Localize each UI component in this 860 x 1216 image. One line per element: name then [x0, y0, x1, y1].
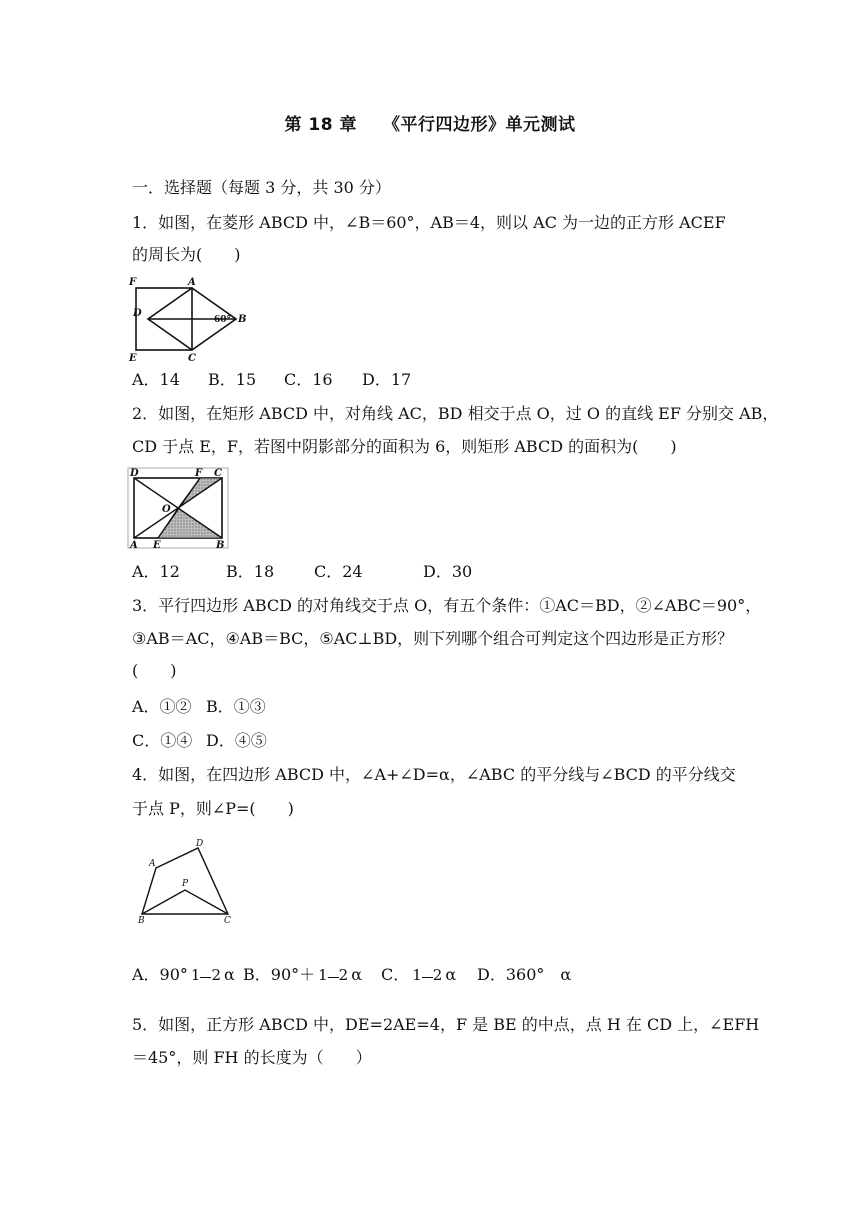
q1-option-c[interactable]: C．16	[284, 370, 333, 389]
q1-text-line2: 的周长为( )	[132, 245, 241, 264]
chapter-name: 《平行四边形》单元测试	[383, 115, 576, 135]
q2-option-a[interactable]: A．12	[132, 562, 180, 581]
label-f: F	[129, 277, 137, 288]
label-b: B	[138, 916, 145, 924]
label-a: A	[130, 540, 138, 551]
label-f: F	[195, 468, 203, 479]
q3-option-d[interactable]: D．④⑤	[206, 731, 267, 750]
q2-options	[132, 562, 472, 582]
q4-text-line2: 于点 P，则∠P=( )	[132, 799, 294, 818]
fraction-half: 1 2	[318, 966, 349, 984]
bisectors-bp-cp	[142, 890, 228, 914]
q3-text-line1: 3．平行四边形 ABCD 的对角线交于点 O，有五个条件：①AC＝BD，②∠ABC＝90°，	[132, 596, 762, 615]
label-c: C	[224, 916, 231, 924]
q4-options	[132, 955, 571, 995]
q2-option-d[interactable]: D．30	[423, 562, 473, 581]
fraction-half: 1 2	[412, 966, 443, 984]
label-a: A	[149, 859, 156, 869]
q1-figure	[126, 274, 261, 364]
chapter-label: 第 18 章	[284, 115, 357, 135]
label-e: E	[129, 353, 137, 364]
q1-option-b[interactable]: B．15	[208, 370, 257, 389]
label-b: B	[216, 540, 225, 551]
q2-option-c[interactable]: C．24	[314, 562, 363, 581]
q3-option-a[interactable]: A．①②	[132, 697, 192, 716]
label-e: E	[153, 540, 161, 551]
q3-option-c[interactable]: C．①④	[132, 731, 193, 750]
q1-option-a[interactable]: A．14	[132, 370, 180, 389]
q2-figure	[126, 466, 232, 551]
label-c: C	[188, 353, 196, 364]
q2-text-line1: 2．如图，在矩形 ABCD 中，对角线 AC，BD 相交于点 O，过 O 的直线 EF 分别交 AB，	[132, 404, 779, 423]
label-b: B	[238, 314, 247, 325]
q1-text-line1: 1．如图，在菱形 ABCD 中，∠B＝60°，AB＝4，则以 AC 为一边的正方形 ACEF	[132, 213, 726, 232]
q3-options-row2	[132, 731, 267, 751]
q3-options-row1	[132, 697, 266, 717]
page-title	[0, 110, 860, 135]
label-d: D	[133, 308, 142, 319]
q2-text-line2: CD 于点 E，F，若图中阴影部分的面积为 6，则矩形 ABCD 的面积为( )	[132, 437, 677, 456]
q3-text-line2: ③AB＝AC，④AB＝BC，⑤AC⊥BD，则下列哪个组合可判定这个四边形是正方形？	[132, 629, 734, 648]
label-o: O	[162, 504, 171, 515]
fraction-half: 1 2	[190, 966, 222, 984]
q4-option-c[interactable]: C． 1 2 α	[381, 965, 457, 984]
label-d: D	[130, 468, 139, 479]
q1-option-d[interactable]: D．17	[362, 370, 412, 389]
q4-option-a[interactable]: A．90° 1 2 α	[132, 965, 235, 984]
q3-option-b[interactable]: B．①③	[206, 697, 266, 716]
q1-options	[132, 370, 411, 390]
label-d: D	[196, 839, 204, 849]
q5-text-line2: ＝45°，则 FH 的长度为（ ）	[132, 1048, 372, 1067]
q4-figure	[130, 834, 240, 924]
label-p: P	[182, 879, 189, 889]
angle-label: 60°	[214, 315, 232, 325]
q4-option-b[interactable]: B．90°＋ 1 2 α	[243, 965, 363, 984]
label-c: C	[214, 468, 222, 479]
section-heading: 一．选择题（每题 3 分，共 30 分）	[132, 178, 391, 197]
q5-text-line1: 5．如图，正方形 ABCD 中，DE=2AE=4，F 是 BE 的中点，点 H 在 CD 上，∠EFH	[132, 1015, 760, 1034]
q4-option-d[interactable]: D．360° α	[477, 965, 572, 984]
label-a: A	[188, 277, 196, 288]
q3-text-line3: ( )	[132, 661, 177, 680]
q4-text-line1: 4．如图，在四边形 ABCD 中，∠A+∠D=α，∠ABC 的平分线与∠BCD 的平分线交	[132, 765, 736, 784]
q2-option-b[interactable]: B．18	[226, 562, 275, 581]
